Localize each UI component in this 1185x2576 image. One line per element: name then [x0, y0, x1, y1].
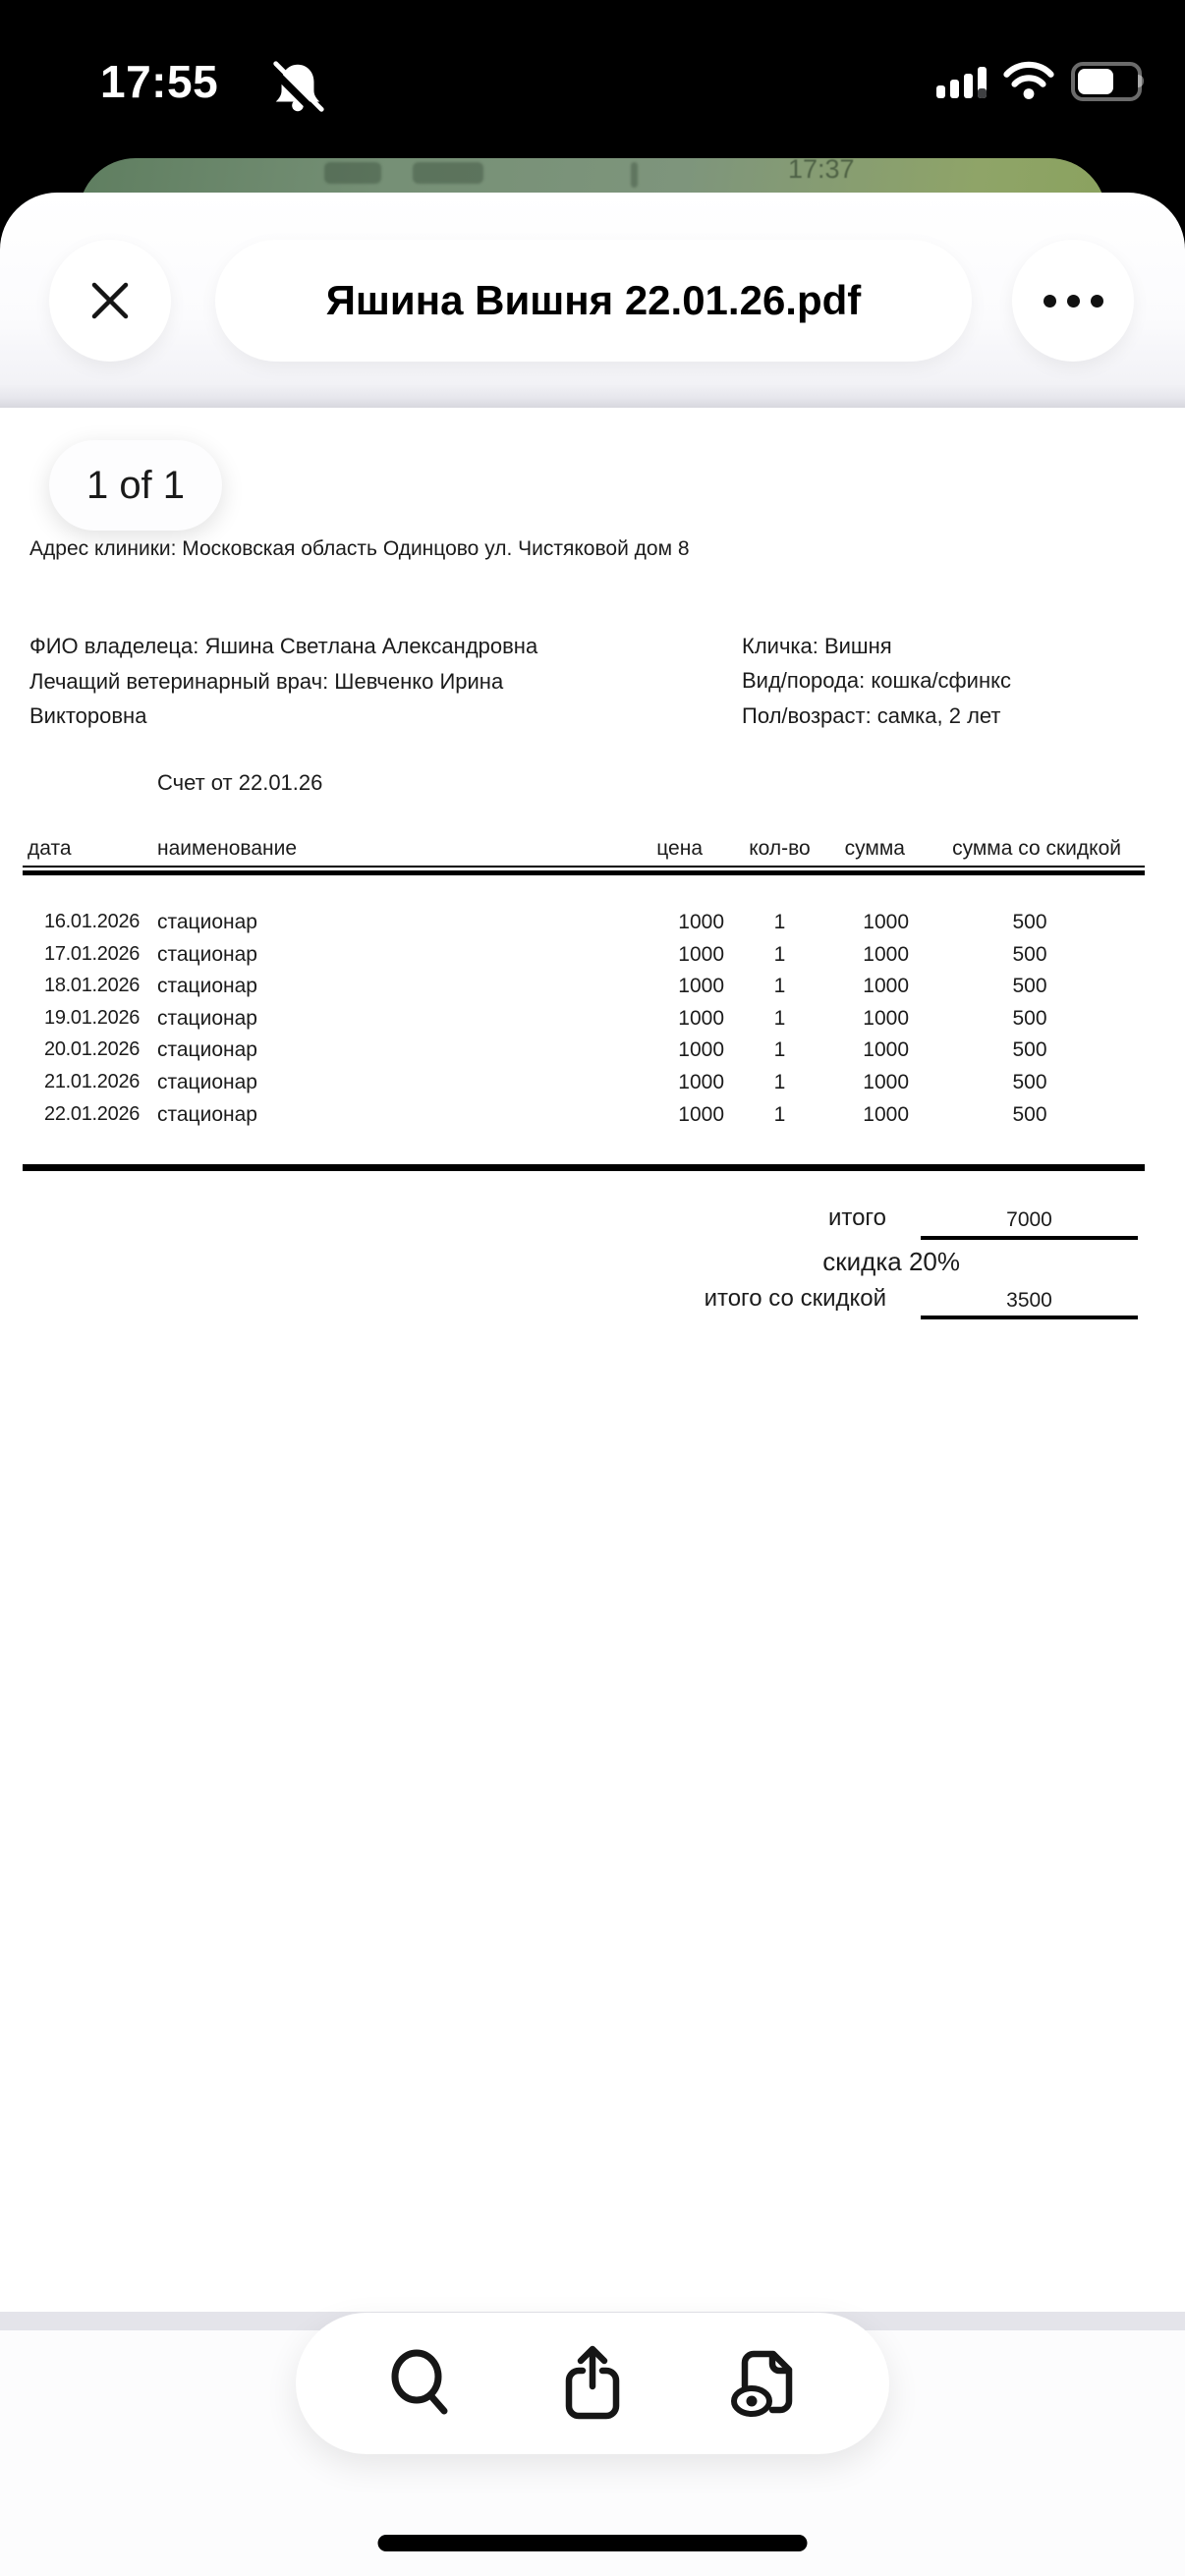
- table-body: [23, 911, 1145, 1135]
- clinic-address: Адрес клиники: Московская область Одинцово ул. Чистяковой дом 8: [29, 537, 690, 560]
- cell-name: стационар: [157, 975, 257, 998]
- invoice-title: Счет от 22.01.26: [157, 770, 323, 795]
- cell-date: 19.01.2026: [44, 1006, 141, 1029]
- cell-sum: 1000: [863, 1006, 909, 1030]
- pet-name: Кличка: Вишня: [742, 634, 892, 658]
- cell-price: 1000: [678, 942, 724, 966]
- table-row: [23, 1071, 1145, 1103]
- cell-date: 20.01.2026: [44, 1038, 141, 1061]
- share-button[interactable]: [547, 2338, 638, 2429]
- cell-qty: 1: [773, 1102, 786, 1126]
- owner-name: ФИО владелеца: Яшина Светлана Александровна: [29, 634, 538, 658]
- total-value: 7000: [1006, 1208, 1052, 1231]
- total-underline: [921, 1236, 1138, 1240]
- doctor-line2: Викторовна: [29, 703, 147, 728]
- background-app-blur-mark: [324, 162, 381, 184]
- document-preview-icon: [721, 2341, 806, 2426]
- cell-price: 1000: [678, 975, 724, 998]
- home-indicator[interactable]: [378, 2535, 808, 2551]
- cell-price: 1000: [678, 911, 724, 933]
- pet-sex-age: Пол/возраст: самка, 2 лет: [742, 703, 1001, 728]
- wifi-icon: [1002, 61, 1055, 100]
- ellipsis-icon: [1044, 295, 1103, 308]
- status-bar-time: 17:55: [100, 56, 219, 107]
- cell-discounted: 500: [1012, 1102, 1047, 1126]
- cell-discounted: 500: [1012, 1038, 1047, 1062]
- more-options-button[interactable]: [1012, 240, 1134, 362]
- cell-qty: 1: [773, 1038, 786, 1062]
- cell-sum: 1000: [863, 975, 909, 998]
- col-header-discounted: сумма со скидкой: [952, 837, 1121, 860]
- document-title[interactable]: Яшина Вишня 22.01.26.pdf: [215, 240, 972, 362]
- cell-sum: 1000: [863, 942, 909, 966]
- cell-discounted: 500: [1012, 1006, 1047, 1030]
- cell-sum: 1000: [863, 911, 909, 933]
- cell-name: стационар: [157, 1038, 257, 1062]
- cell-name: стационар: [157, 1006, 257, 1030]
- table-row: [23, 911, 1145, 943]
- col-header-name: наименование: [157, 837, 298, 860]
- cell-name: стационар: [157, 1102, 257, 1126]
- table-header-row: [23, 837, 1145, 868]
- cell-sum: 1000: [863, 1038, 909, 1062]
- col-header-date: дата: [28, 837, 72, 860]
- grand-total-underline: [921, 1316, 1138, 1319]
- page-indicator-badge: 1 of 1: [49, 440, 222, 531]
- discount-label: скидка 20%: [822, 1247, 960, 1276]
- cell-date: 17.01.2026: [44, 942, 141, 965]
- cell-qty: 1: [773, 942, 786, 966]
- cell-discounted: 500: [1012, 911, 1047, 933]
- table-row: [23, 1038, 1145, 1071]
- bell-slash-icon: [267, 57, 328, 118]
- pet-species: Вид/порода: кошка/сфинкс: [742, 668, 1011, 693]
- cell-name: стационар: [157, 942, 257, 966]
- cell-qty: 1: [773, 911, 786, 933]
- cell-price: 1000: [678, 1038, 724, 1062]
- table-header-rule: [23, 870, 1145, 875]
- search-button[interactable]: [376, 2338, 467, 2429]
- cell-price: 1000: [678, 1006, 724, 1030]
- col-header-qty: кол-во: [749, 837, 811, 860]
- search-icon: [379, 2341, 464, 2426]
- background-app-blur-mark: [631, 162, 638, 188]
- status-bar-right: [936, 61, 1148, 100]
- table-bottom-rule: [23, 1164, 1145, 1171]
- invoice-table: [23, 837, 1145, 1171]
- table-row: [23, 1103, 1145, 1136]
- table-row: [23, 1007, 1145, 1039]
- battery-icon: [1071, 62, 1148, 99]
- cell-qty: 1: [773, 975, 786, 998]
- cell-name: стационар: [157, 911, 257, 933]
- cell-price: 1000: [678, 1102, 724, 1126]
- background-app-time-hint: 17:37: [788, 154, 855, 184]
- cellular-signal-icon: [936, 63, 987, 98]
- cell-date: 18.01.2026: [44, 975, 141, 997]
- table-row: [23, 943, 1145, 976]
- cell-qty: 1: [773, 1070, 786, 1093]
- cell-name: стационар: [157, 1070, 257, 1093]
- close-button[interactable]: [49, 240, 171, 362]
- cell-price: 1000: [678, 1070, 724, 1093]
- pdf-page: [0, 408, 1185, 2312]
- viewer-toolbar: [296, 2313, 889, 2454]
- header-content-divider: [0, 385, 1185, 408]
- col-header-sum: сумма: [844, 837, 905, 860]
- cell-date: 16.01.2026: [44, 911, 141, 932]
- col-header-price: цена: [656, 837, 703, 860]
- table-row: [23, 975, 1145, 1007]
- cell-date: 21.01.2026: [44, 1070, 141, 1092]
- markup-preview-button[interactable]: [718, 2338, 809, 2429]
- doctor-line1: Лечащий ветеринарный врач: Шевченко Ирина: [29, 669, 504, 694]
- cell-discounted: 500: [1012, 1070, 1047, 1093]
- cell-sum: 1000: [863, 1070, 909, 1093]
- cell-sum: 1000: [863, 1102, 909, 1126]
- viewer-header-sheet: [0, 193, 1185, 385]
- grand-total-label: итого со скидкой: [704, 1285, 886, 1312]
- background-app-blur-mark: [413, 162, 483, 184]
- cell-qty: 1: [773, 1006, 786, 1030]
- cell-discounted: 500: [1012, 942, 1047, 966]
- grand-total-value: 3500: [1006, 1289, 1052, 1312]
- cell-discounted: 500: [1012, 975, 1047, 998]
- close-x-icon: [86, 277, 134, 324]
- cell-date: 22.01.2026: [44, 1102, 141, 1125]
- total-label: итого: [827, 1204, 886, 1231]
- share-icon: [550, 2341, 635, 2426]
